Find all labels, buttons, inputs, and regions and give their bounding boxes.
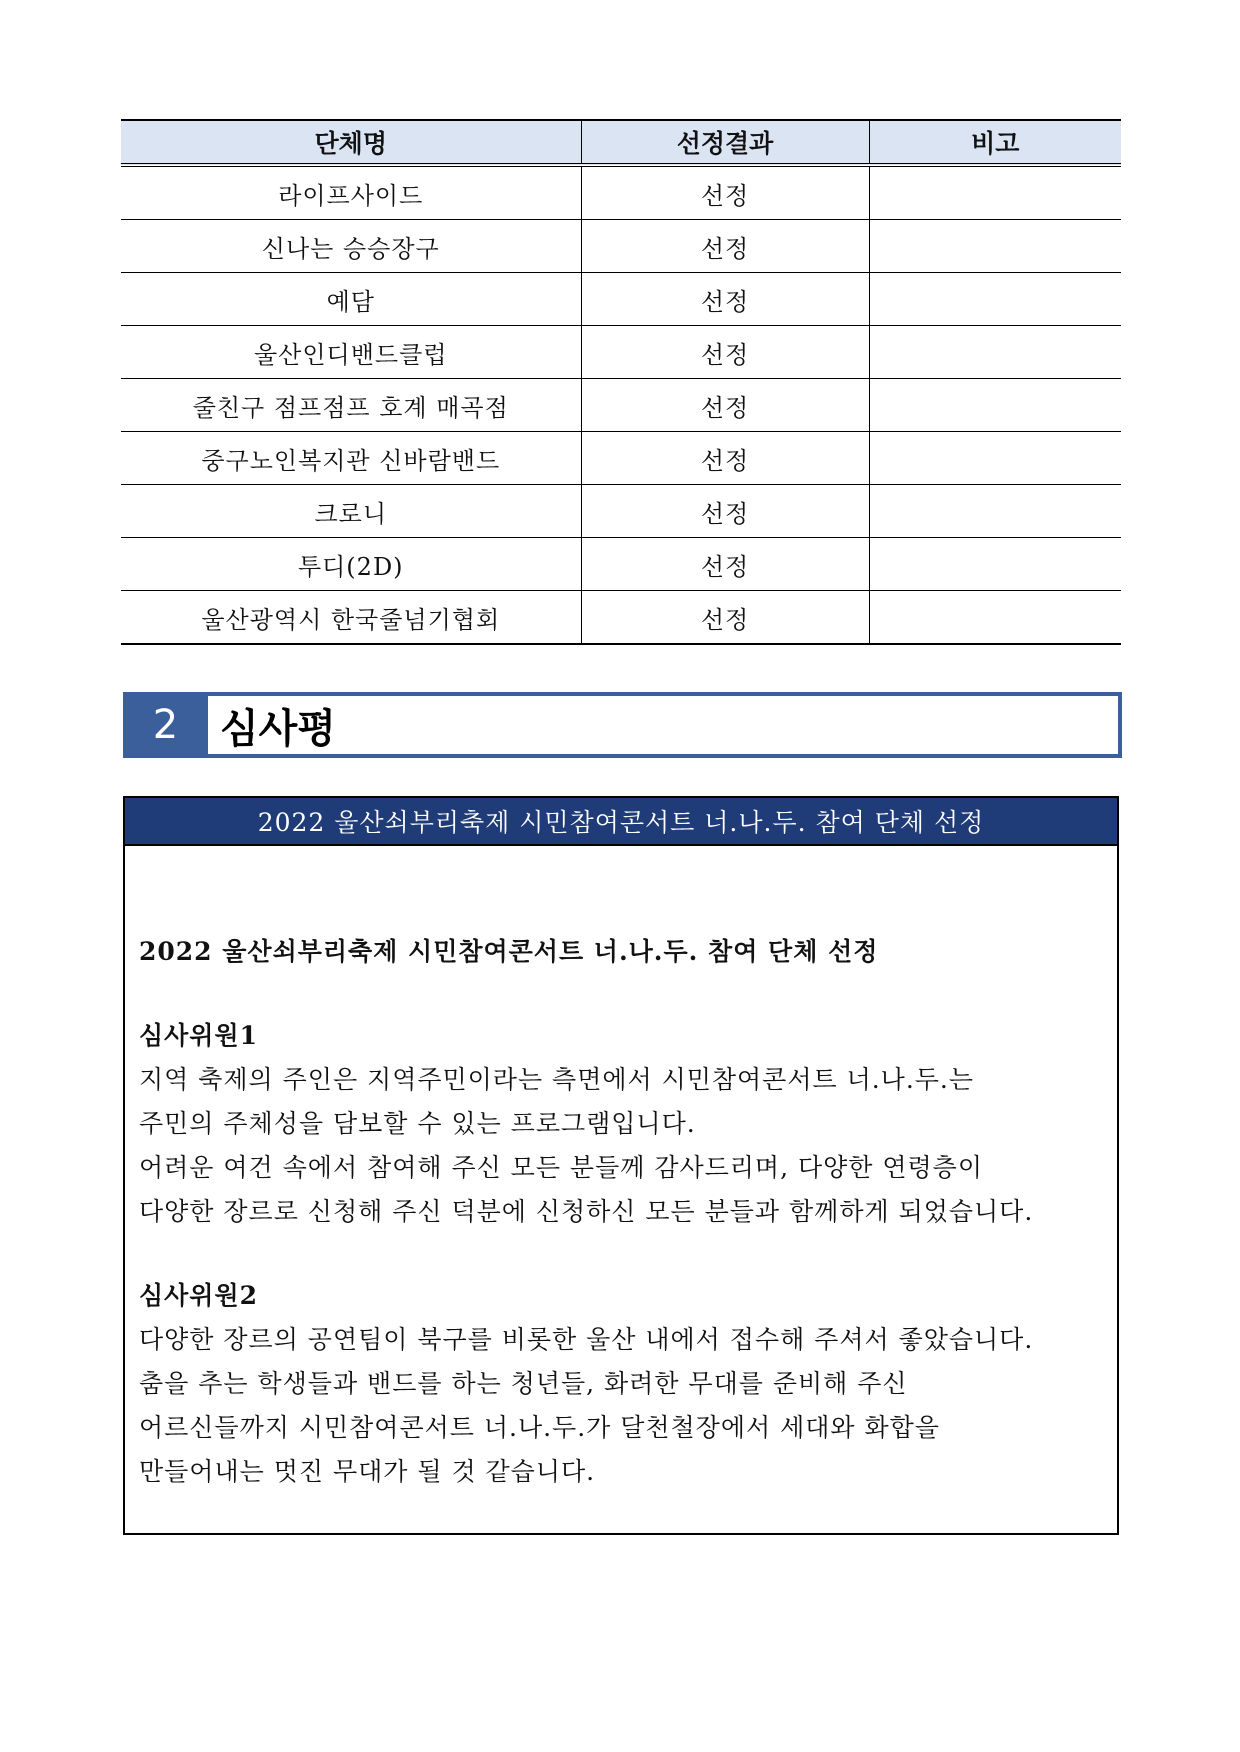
- cell-result: 선정: [581, 220, 869, 273]
- cell-note: [869, 220, 1121, 273]
- selection-results-table: [121, 119, 1121, 645]
- table-row: [121, 220, 1121, 273]
- section-title: 심사평: [208, 696, 1118, 754]
- table-row: [121, 485, 1121, 538]
- cell-result: 선정: [581, 273, 869, 326]
- reviewer-section: [139, 1274, 1033, 1494]
- reviewer-name: 심사위원2: [139, 1281, 258, 1310]
- cell-note: [869, 432, 1121, 485]
- cell-note: [869, 379, 1121, 432]
- table-row: [121, 379, 1121, 432]
- cell-group-name: 중구노인복지관 신바람밴드: [121, 432, 581, 485]
- cell-result: 선정: [581, 538, 869, 591]
- cell-result: 선정: [581, 165, 869, 220]
- cell-group-name: 예담: [121, 273, 581, 326]
- table-row: [121, 432, 1121, 485]
- cell-result: 선정: [581, 485, 869, 538]
- cell-group-name: 라이프사이드: [121, 165, 581, 220]
- column-header-group-name: 단체명: [121, 120, 581, 165]
- cell-result: 선정: [581, 379, 869, 432]
- review-text-line: 춤을 추는 학생들과 밴드를 하는 청년들, 화려한 무대를 준비해 주신: [139, 1369, 908, 1398]
- cell-note: [869, 591, 1121, 645]
- cell-note: [869, 485, 1121, 538]
- table-row: [121, 591, 1121, 645]
- cell-result: 선정: [581, 432, 869, 485]
- cell-group-name: 신나는 승승장구: [121, 220, 581, 273]
- review-text-line: 주민의 주체성을 담보할 수 있는 프로그램입니다.: [139, 1109, 696, 1138]
- cell-note: [869, 273, 1121, 326]
- cell-group-name: 울산인디밴드클럽: [121, 326, 581, 379]
- reviewer-name: 심사위원1: [139, 1021, 258, 1050]
- review-text-line: 다양한 장르로 신청해 주신 덕분에 신청하신 모든 분들과 함께하게 되었습니다.: [139, 1197, 1034, 1226]
- cell-note: [869, 326, 1121, 379]
- cell-group-name: 울산광역시 한국줄넘기협회: [121, 591, 581, 645]
- section-header: [123, 692, 1122, 758]
- review-box: [123, 796, 1119, 1535]
- review-text-line: 어려운 여건 속에서 참여해 주신 모든 분들께 감사드리며, 다양한 연령층이: [139, 1153, 983, 1182]
- table-row: [121, 273, 1121, 326]
- review-text-line: 만들어내는 멋진 무대가 될 것 같습니다.: [139, 1457, 596, 1486]
- reviewer-section: [139, 1014, 1033, 1234]
- review-text-line: 어르신들까지 시민참여콘서트 너.나.두.가 달천철장에서 세대와 화합을: [139, 1413, 940, 1442]
- column-header-result: 선정결과: [581, 120, 869, 165]
- review-box-header: 2022 울산쇠부리축제 시민참여콘서트 너.나.두. 참여 단체 선정: [125, 798, 1117, 846]
- cell-note: [869, 538, 1121, 591]
- cell-result: 선정: [581, 591, 869, 645]
- table-row: [121, 326, 1121, 379]
- review-text-line: 지역 축제의 주인은 지역주민이라는 측면에서 시민참여콘서트 너.나.두.는: [139, 1065, 975, 1094]
- table-body: [121, 165, 1121, 644]
- table-row: [121, 538, 1121, 591]
- section-number: 2: [152, 702, 179, 748]
- review-text-line: 다양한 장르의 공연팀이 북구를 비롯한 울산 내에서 접수해 주셔서 좋았습니다.: [139, 1325, 1034, 1354]
- cell-group-name: 줄친구 점프점프 호계 매곡점: [121, 379, 581, 432]
- table-header-row: [121, 120, 1121, 165]
- review-heading: 2022 울산쇠부리축제 시민참여콘서트 너.나.두. 참여 단체 선정: [139, 937, 879, 966]
- cell-group-name: 투디(2D): [121, 538, 581, 591]
- table-row: [121, 165, 1121, 220]
- column-header-note: 비고: [869, 120, 1121, 165]
- cell-result: 선정: [581, 326, 869, 379]
- cell-group-name: 크로니: [121, 485, 581, 538]
- cell-note: [869, 165, 1121, 220]
